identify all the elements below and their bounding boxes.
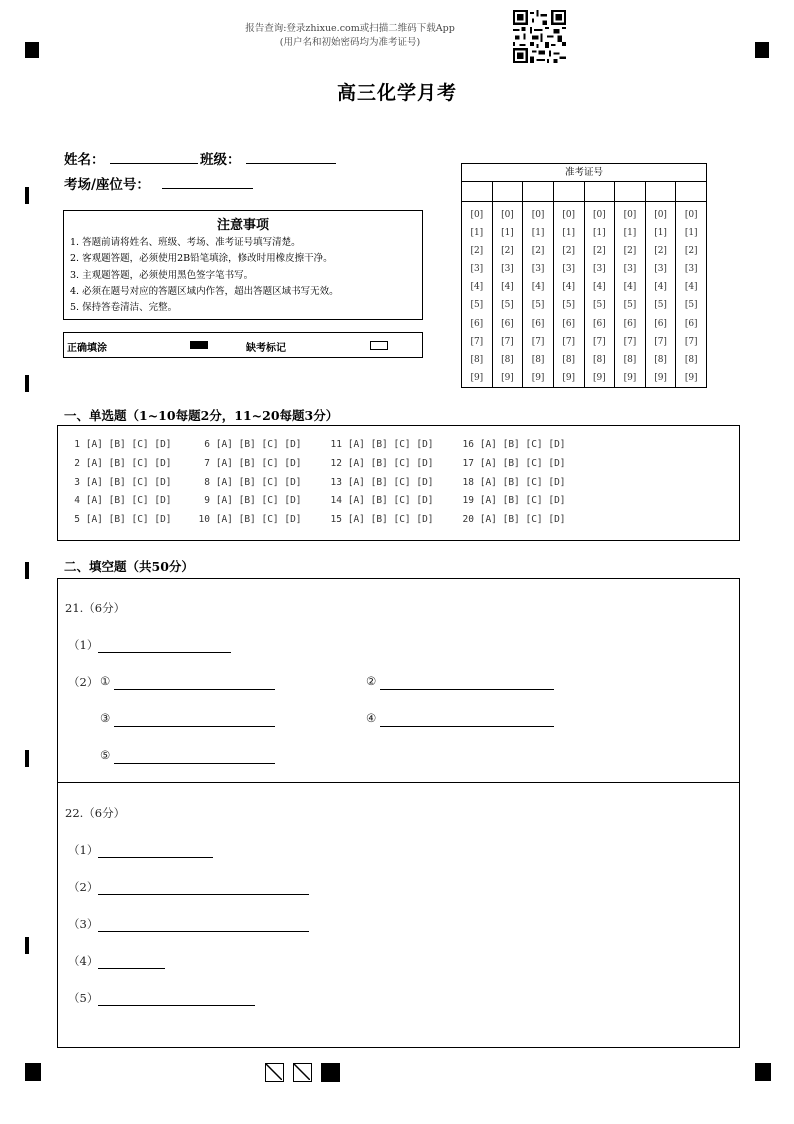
exam-id-bubble[interactable]: [3] (684, 264, 698, 275)
class-label: 班级： (200, 152, 241, 168)
mc-question-number: 18 (462, 476, 474, 488)
exam-id-bubble[interactable]: [6] (562, 318, 576, 329)
exam-id-bubble[interactable]: [4] (470, 282, 484, 293)
exam-id-column (615, 202, 646, 387)
exam-id-bubble[interactable]: [9] (654, 372, 667, 383)
exam-id-bubble[interactable]: [1] (654, 228, 667, 239)
exam-id-bubble[interactable]: [9] (531, 372, 545, 383)
exam-id-bubble[interactable]: [0] (592, 210, 606, 220)
exam-id-bubble[interactable]: [6] (501, 318, 514, 329)
mc-answer-options[interactable]: [A] [B] [C] [D] (85, 514, 172, 526)
filled-square-icon (321, 1063, 340, 1082)
diagonal-check-box-icon (293, 1063, 312, 1082)
mc-question-number: 17 (462, 457, 474, 469)
timing-mark (25, 375, 29, 392)
q21-circle4: ④ (366, 711, 377, 725)
mc-question-number: 9 (204, 495, 210, 507)
q21-answer-line-3[interactable] (114, 726, 275, 727)
q21-part1-label: （1） (68, 638, 99, 652)
mc-question-row (330, 511, 434, 530)
mc-question-row (462, 474, 566, 493)
exam-id-column (523, 202, 554, 387)
exam-id-column (585, 202, 616, 387)
mc-question-number: 3 (74, 476, 80, 488)
exam-id-bubble[interactable]: [9] (470, 372, 484, 383)
exam-id-bubble[interactable]: [8] (592, 354, 606, 365)
exam-id-bubble[interactable]: [1] (623, 228, 637, 239)
exam-id-bubble[interactable]: [4] (531, 282, 545, 293)
exam-id-bubble[interactable]: [5] (470, 300, 484, 311)
mc-question-number: 5 (74, 514, 80, 526)
mc-answer-options[interactable]: [A] [B] [C] [D] (479, 495, 566, 507)
mc-question-row (68, 436, 172, 455)
mc-answer-options[interactable]: [A] [B] [C] [D] (479, 514, 566, 526)
q21-label: 21.（6分） (65, 601, 126, 615)
exam-id-bubble[interactable]: [7] (562, 336, 576, 347)
mc-question-row (330, 455, 434, 474)
q21-answer-line-5[interactable] (114, 763, 275, 764)
exam-id-bubble[interactable]: [6] (623, 318, 637, 329)
exam-id-bubble[interactable]: [0] (531, 210, 545, 220)
exam-id-bubble[interactable]: [3] (501, 264, 514, 275)
exam-id-bubble[interactable]: [7] (501, 336, 514, 347)
seat-label: 考场/座位号： (64, 177, 150, 193)
registration-mark-bottom-right (755, 1063, 771, 1081)
exam-id-bubble[interactable]: [8] (654, 354, 667, 365)
exam-id-column (493, 202, 524, 387)
mc-answer-options[interactable]: [A] [B] [C] [D] (347, 439, 434, 450)
exam-id-bubble[interactable]: [7] (531, 336, 545, 347)
report-query-line-2: (用户名和初始密码均为准考证号) (279, 37, 421, 48)
mc-question-row (68, 455, 172, 474)
registration-mark-bottom-left (25, 1063, 41, 1081)
exam-id-bubble[interactable]: [3] (531, 264, 545, 275)
q21-part1-answer-line[interactable] (98, 652, 231, 653)
exam-id-bubble[interactable]: [1] (684, 228, 698, 239)
timing-mark (25, 562, 29, 579)
q21-answer-line-1[interactable] (114, 689, 275, 690)
exam-id-digit-box[interactable] (615, 182, 646, 201)
mc-question-number: 6 (204, 439, 210, 450)
mc-question-number: 16 (462, 439, 474, 450)
name-field[interactable] (110, 163, 198, 164)
question-divider (57, 782, 740, 783)
exam-id-bubble[interactable]: [0] (654, 210, 667, 220)
mc-question-row (330, 436, 434, 455)
absent-mark-label: 缺考标记 (246, 343, 286, 354)
exam-id-bubble[interactable]: [1] (470, 228, 484, 239)
mc-question-row (198, 455, 302, 474)
exam-id-bubble[interactable]: [5] (623, 300, 637, 311)
exam-id-bubble[interactable]: [2] (470, 246, 484, 257)
exam-id-bubble[interactable]: [2] (562, 246, 576, 257)
mc-answer-options[interactable]: [A] [B] [C] [D] (85, 495, 172, 507)
exam-id-bubble[interactable]: [8] (623, 354, 637, 365)
exam-id-bubble[interactable]: [0] (470, 210, 484, 220)
mc-answer-options[interactable]: [A] [B] [C] [D] (479, 457, 566, 469)
exam-id-bubble[interactable]: [2] (592, 246, 606, 257)
exam-id-bubble[interactable]: [7] (592, 336, 606, 347)
notice-item: 5. 保持答卷清洁、完整。 (70, 302, 178, 314)
q22-part2-label: （2） (68, 880, 99, 894)
timing-mark (25, 750, 29, 767)
mc-question-row (462, 492, 566, 511)
registration-mark-top-right (755, 42, 769, 58)
mc-question-row (198, 436, 302, 455)
exam-id-bubble[interactable]: [6] (470, 318, 484, 329)
class-field[interactable] (246, 163, 336, 164)
qr-code-icon (513, 10, 566, 63)
mc-answer-options[interactable]: [A] [B] [C] [D] (215, 514, 302, 526)
report-query-line-1: 报告查询:登录zhixue.com或扫描二维码下载App (245, 23, 455, 34)
mc-answer-options[interactable]: [A] [B] [C] [D] (347, 514, 434, 526)
mc-column (68, 436, 172, 530)
q21-circle1: ① (100, 674, 111, 688)
exam-id-bubble[interactable]: [8] (684, 354, 698, 365)
q21-part2-label: （2） (68, 675, 99, 689)
mc-question-number: 15 (330, 514, 342, 526)
exam-id-bubble[interactable]: [0] (562, 210, 576, 220)
exam-id-bubble[interactable]: [9] (623, 372, 637, 383)
mc-answer-options[interactable]: [A] [B] [C] [D] (215, 476, 302, 488)
exam-id-bubble[interactable]: [6] (684, 318, 698, 329)
exam-id-digit-box[interactable] (462, 182, 493, 201)
q21-circle5: ⑤ (100, 748, 111, 762)
mc-answer-options[interactable]: [A] [B] [C] [D] (215, 495, 302, 507)
notice-box (63, 210, 423, 320)
diagonal-check-box-icon (265, 1063, 284, 1082)
exam-id-bubble[interactable]: [0] (623, 210, 637, 220)
fill-in-box (57, 578, 740, 1048)
exam-id-bubble[interactable]: [5] (562, 300, 576, 311)
mc-question-row (462, 511, 566, 530)
exam-id-bubble[interactable]: [8] (531, 354, 545, 365)
mc-answer-options[interactable]: [A] [B] [C] [D] (85, 439, 172, 450)
exam-id-bubble[interactable]: [3] (592, 264, 606, 275)
exam-id-digit-box[interactable] (554, 182, 585, 201)
q21-answer-line-4[interactable] (380, 726, 554, 727)
section1-title: 一、单选题（1~10每题2分，11~20每题3分） (64, 408, 339, 423)
multiple-choice-box (57, 425, 740, 541)
timing-mark (25, 187, 29, 204)
exam-id-bubble[interactable]: [1] (531, 228, 545, 239)
mc-question-row (198, 511, 302, 530)
exam-id-caption: 准考证号 (462, 164, 706, 182)
exam-id-bubble[interactable]: [3] (654, 264, 667, 275)
mc-column (198, 436, 302, 530)
exam-id-bubble[interactable]: [3] (470, 264, 484, 275)
exam-id-bubble[interactable]: [8] (501, 354, 514, 365)
correct-fill-sample-icon (190, 341, 208, 349)
mc-question-row (68, 474, 172, 493)
notice-item: 1. 答题前请将姓名、班级、考场、准考证号填写清楚。 (70, 237, 301, 248)
mc-question-row (68, 511, 172, 530)
exam-id-bubble[interactable]: [2] (684, 246, 698, 257)
mc-question-row (68, 492, 172, 511)
exam-id-bubble[interactable]: [8] (470, 354, 484, 365)
exam-id-bubble[interactable]: [7] (470, 336, 484, 347)
mc-question-number: 2 (74, 457, 80, 469)
q22-part5-label: （5） (68, 991, 99, 1005)
exam-id-digit-box[interactable] (676, 182, 706, 201)
exam-id-write-boxes (462, 182, 706, 202)
q22-label: 22.（6分） (65, 806, 126, 820)
q22-part1-answer-line[interactable] (98, 857, 213, 858)
mc-question-row (462, 455, 566, 474)
mc-answer-options[interactable]: [A] [B] [C] [D] (479, 439, 566, 450)
mc-question-row (198, 474, 302, 493)
exam-id-bubble[interactable]: [7] (623, 336, 637, 347)
exam-id-bubble[interactable]: [2] (531, 246, 545, 257)
report-query-note (0, 22, 700, 50)
name-label: 姓名： (64, 152, 105, 168)
mc-question-number: 12 (330, 457, 342, 469)
exam-id-bubble[interactable]: [7] (684, 336, 698, 347)
mc-answer-options[interactable]: [A] [B] [C] [D] (347, 476, 434, 488)
notice-item: 3. 主观题答题，必须使用黑色签字笔书写。 (70, 269, 254, 281)
mc-answer-options[interactable]: [A] [B] [C] [D] (347, 457, 434, 469)
mc-column (330, 436, 434, 530)
q22-part3-label: （3） (68, 917, 99, 931)
exam-id-digit-box[interactable] (493, 182, 524, 201)
mc-column (462, 436, 566, 530)
exam-id-bubble[interactable]: [9] (684, 372, 698, 383)
mc-question-number: 13 (330, 476, 342, 488)
notice-item: 2. 客观题答题，必须使用2B铅笔填涂，修改时用橡皮擦干净。 (70, 253, 333, 265)
exam-id-column (676, 202, 706, 387)
mc-question-row (330, 474, 434, 493)
q22-part3-answer-line[interactable] (98, 931, 309, 932)
page-title: 高三化学月考 (336, 82, 457, 104)
q21-answer-line-2[interactable] (380, 689, 554, 690)
exam-id-bubble[interactable]: [0] (684, 210, 698, 220)
mc-question-number: 4 (74, 495, 80, 507)
mc-question-row (330, 492, 434, 511)
exam-id-bubble[interactable]: [6] (531, 318, 545, 329)
q21-circle3: ③ (100, 711, 111, 725)
exam-id-digit-box[interactable] (585, 182, 616, 201)
mc-question-number: 14 (330, 495, 342, 507)
exam-id-bubble[interactable]: [4] (623, 282, 637, 293)
exam-id-bubble[interactable]: [4] (684, 282, 698, 293)
exam-id-bubble[interactable]: [1] (592, 228, 606, 239)
q22-part5-answer-line[interactable] (98, 1005, 255, 1006)
mc-answer-options[interactable]: [A] [B] [C] [D] (215, 439, 302, 450)
mc-question-row (198, 492, 302, 511)
mc-question-number: 11 (330, 439, 342, 450)
exam-id-bubble[interactable]: [5] (654, 300, 667, 311)
exam-id-bubble[interactable]: [5] (684, 300, 698, 311)
exam-id-bubble[interactable]: [9] (501, 372, 514, 383)
exam-id-bubble[interactable]: [2] (623, 246, 637, 257)
exam-id-bubble[interactable]: [1] (501, 228, 514, 239)
fill-legend (63, 332, 423, 358)
mc-question-number: 8 (204, 476, 210, 488)
exam-id-bubble[interactable]: [6] (654, 318, 667, 329)
q22-part4-label: （4） (68, 954, 99, 968)
exam-id-bubble-columns (462, 202, 706, 387)
exam-id-bubble[interactable]: [0] (501, 210, 514, 220)
mc-question-number: 19 (462, 495, 474, 507)
mc-question-number: 10 (198, 514, 210, 526)
mc-answer-options[interactable]: [A] [B] [C] [D] (347, 495, 434, 507)
notice-heading: 注意事项 (216, 218, 269, 233)
exam-id-bubble[interactable]: [2] (501, 246, 514, 257)
exam-id-bubble[interactable]: [8] (562, 354, 576, 365)
exam-id-bubble[interactable]: [4] (654, 282, 667, 293)
mc-answer-options[interactable]: [A] [B] [C] [D] (85, 476, 172, 488)
exam-id-bubble[interactable]: [4] (592, 282, 606, 293)
q21-circle2: ② (366, 674, 377, 688)
exam-id-bubble[interactable]: [4] (562, 282, 576, 293)
mc-question-number: 1 (74, 439, 80, 450)
exam-id-bubble[interactable]: [7] (654, 336, 667, 347)
absent-mark-box[interactable] (370, 341, 388, 350)
exam-id-column (462, 202, 493, 387)
mc-question-row (462, 436, 566, 455)
q22-part1-label: （1） (68, 843, 99, 857)
exam-id-column (554, 202, 585, 387)
exam-id-bubble[interactable]: [9] (562, 372, 576, 383)
exam-id-bubble[interactable]: [5] (501, 300, 514, 311)
mc-answer-options[interactable]: [A] [B] [C] [D] (215, 457, 302, 469)
seat-field[interactable] (162, 188, 253, 189)
exam-id-bubble[interactable]: [5] (592, 300, 606, 311)
correct-fill-label: 正确填涂 (67, 343, 107, 354)
notice-item: 4. 必须在题号对应的答题区域内作答，超出答题区域书写无效。 (70, 285, 339, 297)
exam-id-bubble[interactable]: [6] (592, 318, 606, 329)
exam-id-bubble[interactable]: [1] (562, 228, 576, 239)
q22-part4-answer-line[interactable] (98, 968, 165, 969)
exam-id-bubble[interactable]: [3] (562, 264, 576, 275)
exam-id-bubble[interactable]: [4] (501, 282, 514, 293)
mc-question-number: 7 (204, 457, 210, 469)
exam-id-digit-box[interactable] (646, 182, 677, 201)
timing-mark (25, 937, 29, 954)
exam-id-bubble[interactable]: [5] (531, 300, 545, 311)
exam-id-bubble[interactable]: [2] (654, 246, 667, 257)
section2-title: 二、填空题（共50分） (64, 559, 194, 574)
exam-id-grid (461, 163, 707, 388)
mc-answer-options[interactable]: [A] [B] [C] [D] (479, 476, 566, 488)
q22-part2-answer-line[interactable] (98, 894, 309, 895)
mc-answer-options[interactable]: [A] [B] [C] [D] (85, 457, 172, 469)
mc-question-number: 20 (462, 514, 474, 526)
exam-id-column (646, 202, 677, 387)
exam-id-bubble[interactable]: [9] (592, 372, 606, 383)
exam-id-bubble[interactable]: [3] (623, 264, 637, 275)
exam-id-digit-box[interactable] (523, 182, 554, 201)
